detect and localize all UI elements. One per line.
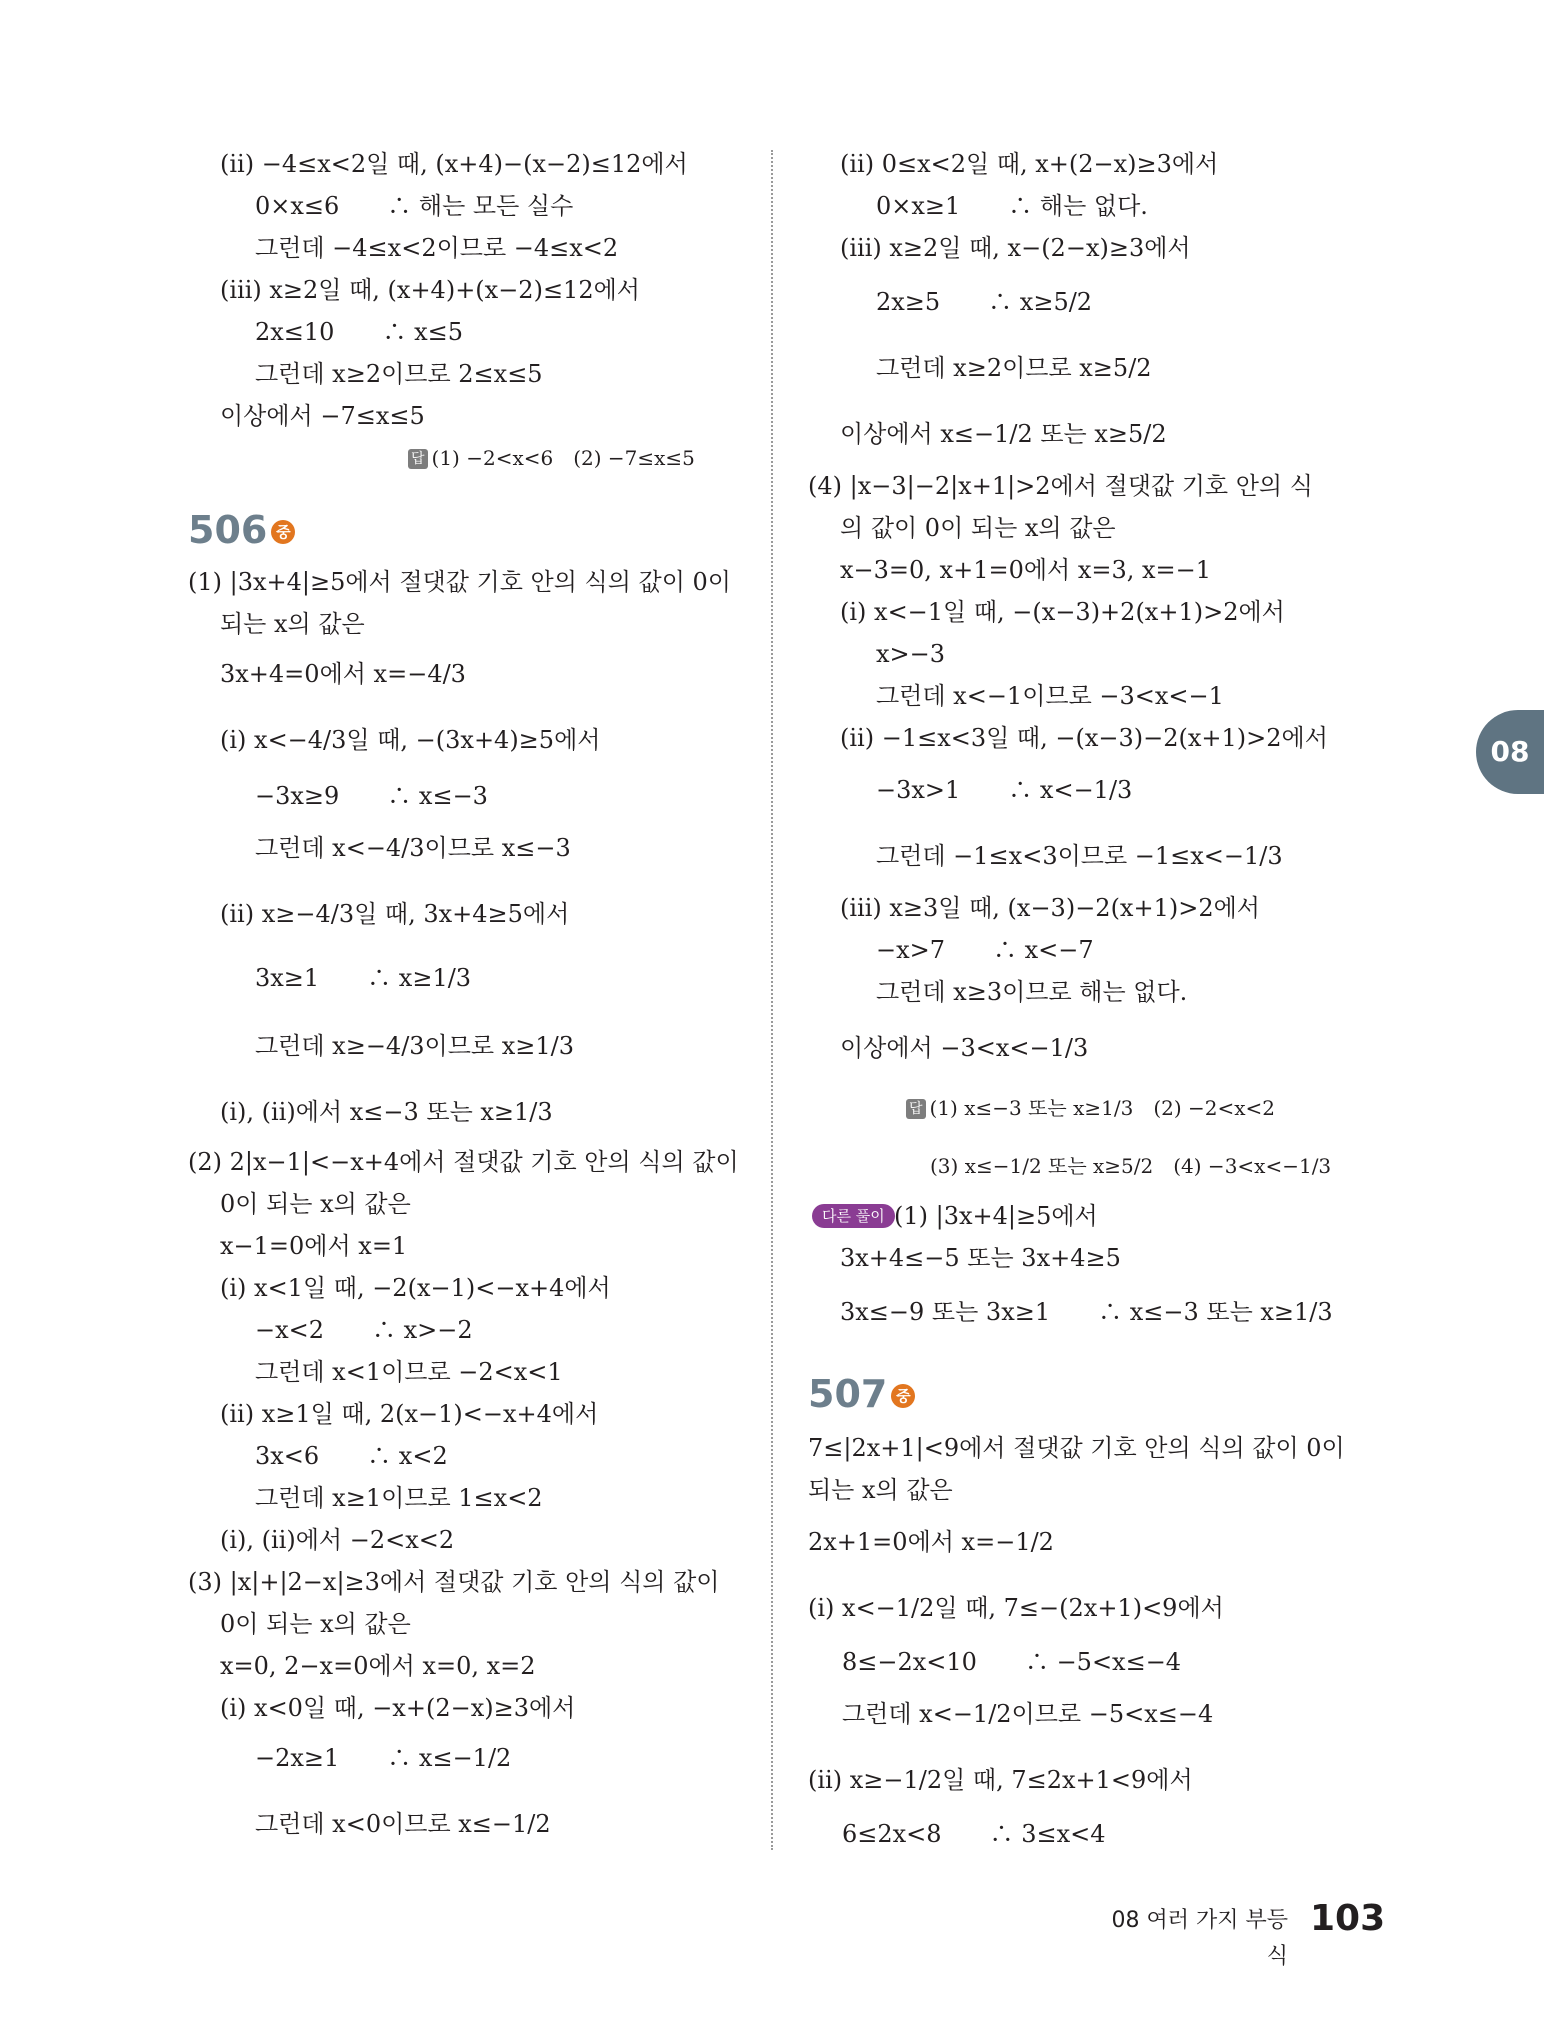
- solution-line: (ⅱ) −1≤x<3일 때, −(x−3)−2(x+1)>2에서: [840, 724, 1328, 752]
- solution-line: (ⅰ) x<−4/3일 때, −(3x+4)≥5에서: [220, 726, 601, 754]
- solution-line: (ⅰ) x<−1/2일 때, 7≤−(2x+1)<9에서: [808, 1594, 1224, 1622]
- solution-line: (4) |x−3|−2|x+1|>2에서 절댓값 기호 안의 식: [808, 472, 1313, 500]
- solution-line: 그런데 x≥2이므로 x≥5/2: [876, 354, 1152, 382]
- solution-line: (1) |3x+4|≥5에서 절댓값 기호 안의 식의 값이 0이: [188, 568, 731, 596]
- solution-line: 그런데 x≥2이므로 2≤x≤5: [255, 360, 543, 388]
- solution-line: 그런데 x≥−4/3이므로 x≥1/3: [255, 1032, 575, 1060]
- solution-line: x−1=0에서 x=1: [220, 1232, 408, 1260]
- solution-line: 그런데 x<−4/3이므로 x≤−3: [255, 834, 571, 862]
- solution-line: 0×x≤6 ∴ 해는 모든 실수: [255, 192, 574, 220]
- solution-line: 이상에서 −7≤x≤5: [220, 402, 425, 430]
- solution-line: (1) |3x+4|≥5에서: [894, 1202, 1098, 1230]
- solution-line: 8≤−2x<10 ∴ −5<x≤−4: [842, 1648, 1182, 1676]
- solution-line: (ⅰ) x<0일 때, −x+(2−x)≥3에서: [220, 1694, 576, 1722]
- solution-line: (ⅲ) x≥3일 때, (x−3)−2(x+1)>2에서: [840, 894, 1260, 922]
- solution-line: (ⅱ) 0≤x<2일 때, x+(2−x)≥3에서: [840, 150, 1219, 178]
- solution-line: 의 값이 0이 되는 x의 값은: [840, 514, 1116, 542]
- solution-line: 0이 되는 x의 값은: [220, 1190, 411, 1218]
- solution-line: 이상에서 x≤−1/2 또는 x≥5/2: [840, 420, 1167, 448]
- answer-line: [906, 1092, 1275, 1124]
- solution-line: 3x+4=0에서 x=−4/3: [220, 660, 466, 688]
- solution-line: 그런데 x<0이므로 x≤−1/2: [255, 1810, 551, 1838]
- alt-solution-tag: 다른 풀이: [812, 1204, 895, 1228]
- solution-line: 3x<6 ∴ x<2: [255, 1442, 448, 1470]
- solution-line: x−3=0, x+1=0에서 x=3, x=−1: [840, 556, 1212, 584]
- solution-line: 0×x≥1 ∴ 해는 없다.: [876, 192, 1148, 220]
- solution-line: (ⅲ) x≥2일 때, (x+4)+(x−2)≤12에서: [220, 276, 640, 304]
- answer-mark: 답: [906, 1099, 926, 1119]
- answer-line: (3) x≤−1/2 또는 x≥5/2 (4) −3<x<−1/3: [930, 1154, 1332, 1178]
- chapter-tab: 08: [1476, 710, 1544, 794]
- solution-line: 그런데 −1≤x<3이므로 −1≤x<−1/3: [876, 842, 1283, 870]
- solution-line: 2x+1=0에서 x=−1/2: [808, 1528, 1054, 1556]
- page-number: 103: [1310, 1898, 1386, 1939]
- difficulty-badge: 중: [891, 1384, 915, 1408]
- solution-line: (ⅰ), (ⅱ)에서 x≤−3 또는 x≥1/3: [220, 1098, 553, 1126]
- solution-line: (ⅲ) x≥2일 때, x−(2−x)≥3에서: [840, 234, 1191, 262]
- solution-line: (ⅱ) x≥−4/3일 때, 3x+4≥5에서: [220, 900, 570, 928]
- solution-line: 그런데 x<−1이므로 −3<x<−1: [876, 682, 1224, 710]
- solution-line: −3x>1 ∴ x<−1/3: [876, 776, 1133, 804]
- solution-line: (ⅱ) x≥−1/2일 때, 7≤2x+1<9에서: [808, 1766, 1193, 1794]
- solution-line: 되는 x의 값은: [808, 1476, 953, 1504]
- solution-line: x>−3: [876, 640, 946, 668]
- problem-number-text: 506: [188, 508, 268, 552]
- solution-line: 그런데 x≥1이므로 1≤x<2: [255, 1484, 543, 1512]
- footer-chapter-title: 08 여러 가지 부등식: [1111, 1908, 1288, 1969]
- answer-mark: 답: [408, 449, 428, 469]
- solution-line: 7≤|2x+1|<9에서 절댓값 기호 안의 식의 값이 0이: [808, 1434, 1345, 1462]
- solution-line: 2x≥5 ∴ x≥5/2: [876, 288, 1093, 316]
- solution-line: (ⅰ) x<1일 때, −2(x−1)<−x+4에서: [220, 1274, 611, 1302]
- answer-text: (1) −2<x<6 (2) −7≤x≤5: [431, 446, 695, 470]
- solution-line: 그런데 −4≤x<2이므로 −4≤x<2: [255, 234, 619, 262]
- solution-line: 그런데 x<−1/2이므로 −5<x≤−4: [842, 1700, 1214, 1728]
- solution-line: (ⅱ) −4≤x<2일 때, (x+4)−(x−2)≤12에서: [220, 150, 688, 178]
- solution-line: (ⅰ) x<−1일 때, −(x−3)+2(x+1)>2에서: [840, 598, 1285, 626]
- solution-line: 6≤2x<8 ∴ 3≤x<4: [842, 1820, 1106, 1848]
- problem-number-507: [808, 1372, 915, 1416]
- solution-line: 이상에서 −3<x<−1/3: [840, 1034, 1089, 1062]
- solution-line: x=0, 2−x=0에서 x=0, x=2: [220, 1652, 536, 1680]
- solution-line: 0이 되는 x의 값은: [220, 1610, 411, 1638]
- solution-line: 3x≥1 ∴ x≥1/3: [255, 964, 472, 992]
- solution-line: (2) 2|x−1|<−x+4에서 절댓값 기호 안의 식의 값이: [188, 1148, 739, 1176]
- solution-line: (ⅱ) x≥1일 때, 2(x−1)<−x+4에서: [220, 1400, 599, 1428]
- solution-line: 그런데 x≥3이므로 해는 없다.: [876, 978, 1188, 1006]
- solution-line: −3x≥9 ∴ x≤−3: [255, 782, 488, 810]
- solution-line: 3x+4≤−5 또는 3x+4≥5: [840, 1244, 1121, 1272]
- solution-line: −x>7 ∴ x<−7: [876, 936, 1094, 964]
- problem-number-506: [188, 508, 295, 552]
- solution-line: −2x≥1 ∴ x≤−1/2: [255, 1744, 512, 1772]
- problem-number-text: 507: [808, 1372, 888, 1416]
- solution-line: 되는 x의 값은: [220, 610, 365, 638]
- solution-line: 3x≤−9 또는 3x≥1 ∴ x≤−3 또는 x≥1/3: [840, 1298, 1333, 1326]
- solution-line: −x<2 ∴ x>−2: [255, 1316, 473, 1344]
- answer-line: [408, 442, 695, 474]
- solution-line: 2x≤10 ∴ x≤5: [255, 318, 463, 346]
- column-divider: [771, 150, 773, 1850]
- solution-line: (3) |x|+|2−x|≥3에서 절댓값 기호 안의 식의 값이: [188, 1568, 720, 1596]
- solution-line: (ⅰ), (ⅱ)에서 −2<x<2: [220, 1526, 455, 1554]
- solution-line: 그런데 x<1이므로 −2<x<1: [255, 1358, 563, 1386]
- answer-text: (1) x≤−3 또는 x≥1/3 (2) −2<x<2: [929, 1096, 1276, 1120]
- difficulty-badge: 중: [271, 520, 295, 544]
